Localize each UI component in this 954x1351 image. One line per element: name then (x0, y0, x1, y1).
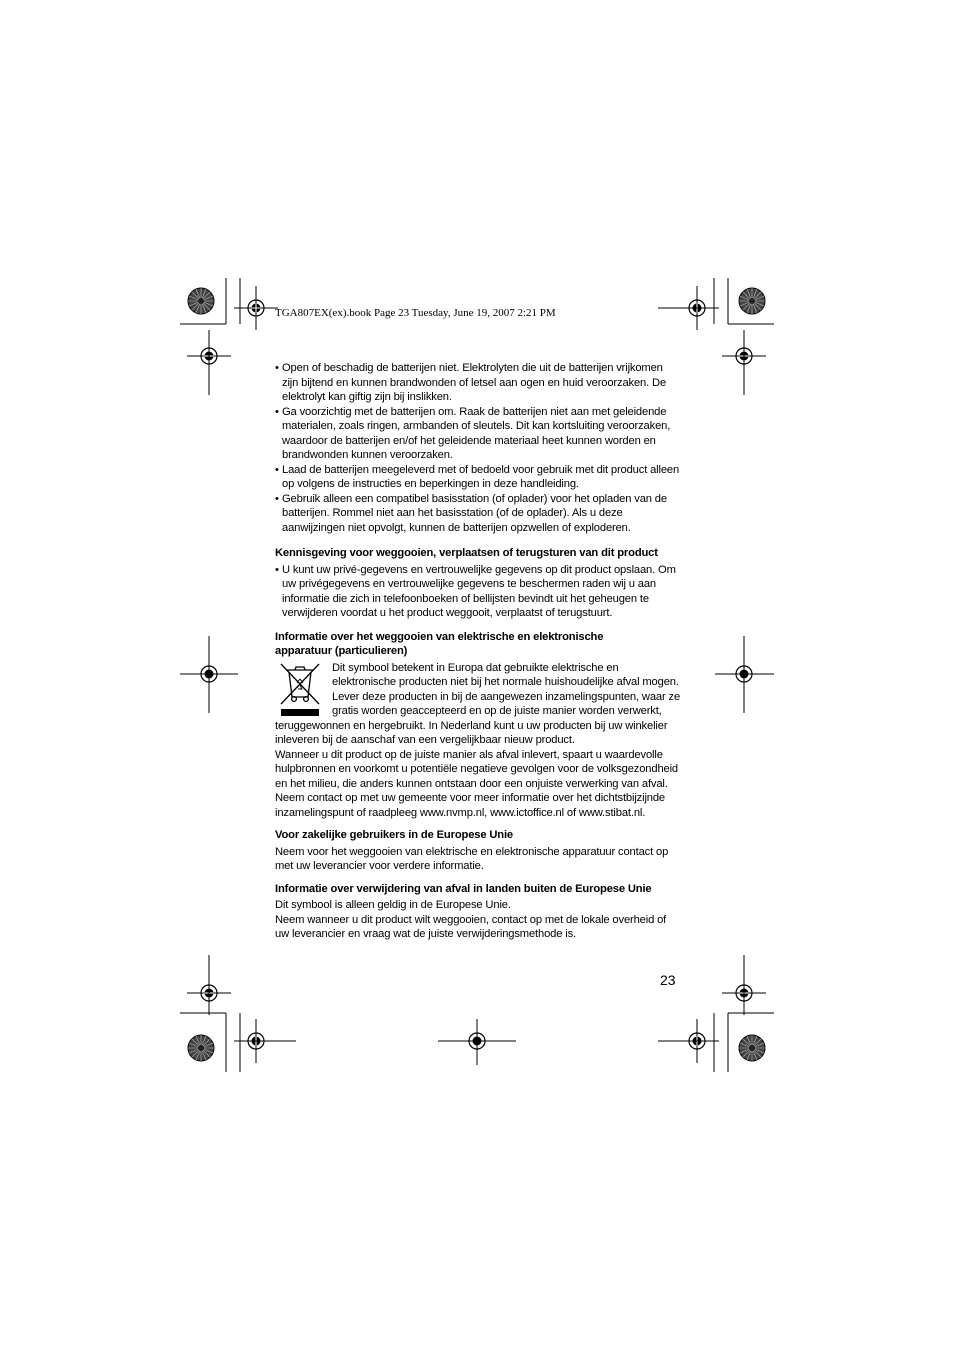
business-text: Neem voor het weggooien van elektrische en elektronische apparatuur contact op met uw leverancier voor verdere informatie. (275, 845, 669, 872)
print-header-line: TGA807EX(ex).book Page 23 Tuesday, June 19, 2007 2:21 PM (275, 307, 556, 319)
color-target-icon (188, 1035, 214, 1061)
outside-eu-heading: Informatie over verwijdering van afval in landen buiten de Europese Unie (275, 882, 652, 895)
weee-para-1: Dit symbool betekent in Europa dat gebruikte elektrische en elektronische producten niet bij het normale huishoudelijke afval mogen. (332, 661, 679, 688)
battery-warning-3: • Laad de batterijen meegeleverd met of bedoeld voor gebruik met dit product alleen op volgens de instructies en beperkingen in deze handleiding. (275, 463, 681, 492)
color-target-icon (739, 1035, 765, 1061)
color-target-icon (188, 288, 214, 314)
weee-para-3: Wanneer u dit product op de juiste manier als afval inlevert, spaart u waardevolle hulpbronnen en voorkomt u potentiële negatieve gevolgen voor de volksgezondheid en het milieu, die anders kunnen ontstaan door een onjuiste verwerking van afval. Neem contact op met uw gemeente voor meer informatie over het dichtstbijzijnde inzamelingspunt of raadpleeg www.nvmp.nl, www.ictoffice.nl of www.stibat.nl. (275, 748, 679, 819)
page-content (275, 361, 681, 942)
business-heading: Voor zakelijke gebruikers in de Europese Unie (275, 829, 514, 841)
weee-heading: Informatie over het weggooien van elektrische en elektronische apparatuur (particulieren) (275, 630, 604, 657)
battery-warning-1: • Open of beschadig de batterijen niet. Elektrolyten die uit de batterijen vrijkomen zijn bijtend en kunnen brandwonden of letsel aan ogen en huid veroorzaken. De elektrolyt kan giftig zijn bij inslikken. (275, 361, 681, 405)
page-number: 23 (660, 972, 676, 988)
registration-mark-icon (234, 286, 278, 330)
outside-eu-text-2: Neem wanneer u dit product wilt weggooien, contact op met de lokale overheid of uw leverancier en vraag wat de juiste verwijderingsmethode is. (275, 913, 667, 940)
weee-block (275, 661, 681, 821)
crossed-out-wheelie-bin-icon (277, 662, 323, 718)
color-target-icon (739, 288, 765, 314)
disposal-notice-bullet: • U kunt uw privé-gegevens en vertrouwelijke gegevens op dit product opslaan. Om uw privégegevens en vertrouwelijke gegevens te beschermen raden wij u aan informatie die zich in telefoonboeken of bellijsten bevindt uit het geheugen te verwijderen voordat u het product weggooit, verplaatst of terugstuurt. (275, 563, 681, 621)
weee-para-2: Lever deze producten in bij de aangewezen inzamelingspunten, waar ze gratis worden geaccepteerd en op de juiste manier worden verwerkt, teruggewonnen en hergebruikt. In Nederland kunt u uw producten bij uw winkelier inleveren bij de aanschaf van een vergelijkbaar nieuw product. (275, 690, 681, 746)
outside-eu-text-1: Dit symbool is alleen geldig in de Europese Unie. (275, 899, 511, 911)
disposal-notice-heading: Kennisgeving voor weggooien, verplaatsen of terugsturen van dit product (275, 547, 658, 559)
battery-warning-4: • Gebruik alleen een compatibel basisstation (of oplader) voor het opladen van de batterijen. Rommel niet aan het basisstation (of de oplader). Als u deze aanwijzingen niet opvolgt, kunnen de batterijen opzwellen of exploderen. (275, 492, 681, 536)
battery-warning-2: • Ga voorzichtig met de batterijen om. Raak de batterijen niet aan met geleidende materialen, zoals ringen, armbanden of sleutels. Dit kan kortsluiting veroorzaken, waardoor de batterijen en/of het geleidende materiaal heet kunnen worden en brandwonden kunnen veroorzaken. (275, 405, 681, 463)
